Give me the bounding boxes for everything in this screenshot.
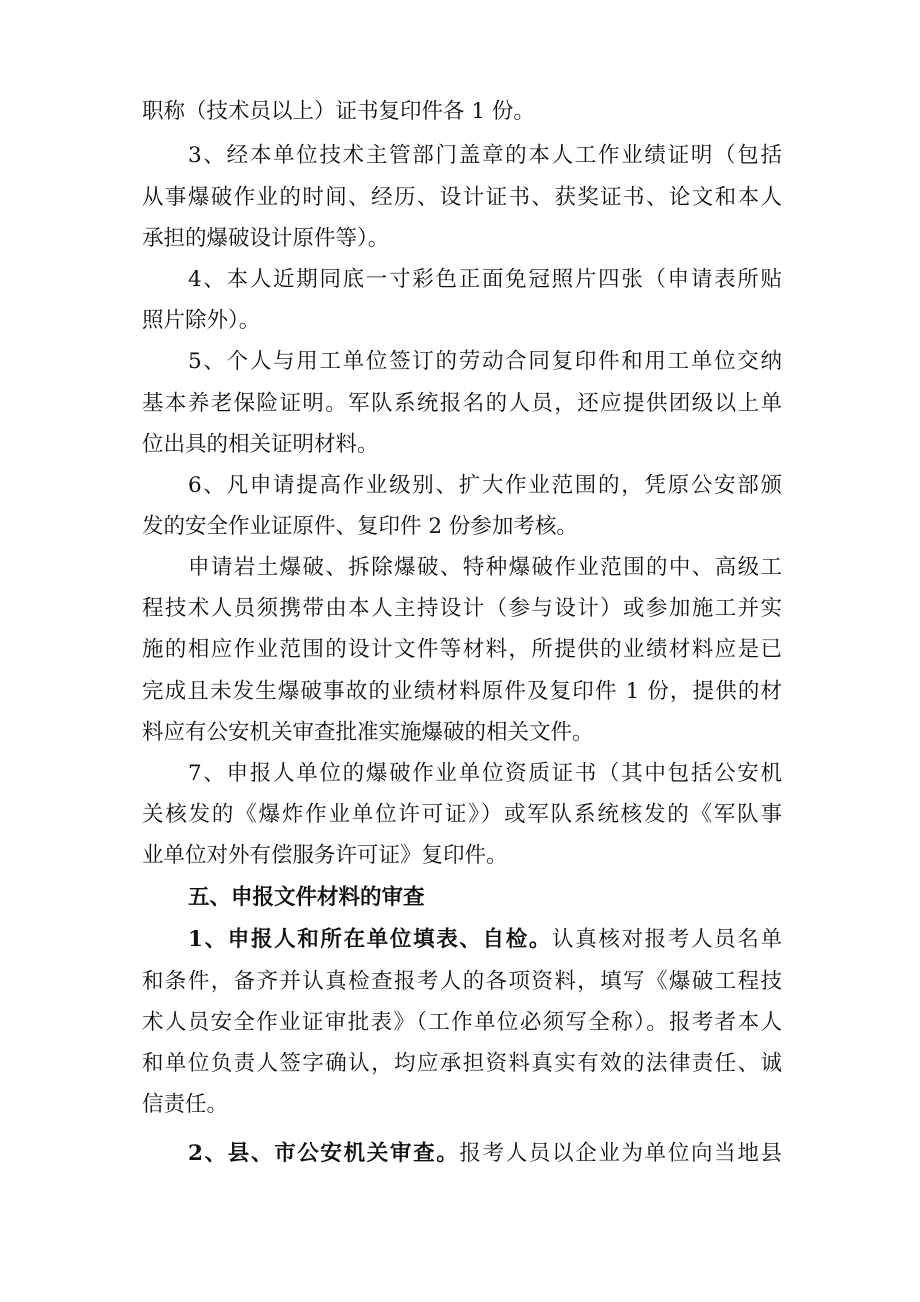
text-line: 位出具的相关证明材料。 — [142, 432, 379, 457]
text-line: 职称（技术员以上）证书复印件各 1 份。 — [142, 99, 535, 124]
section-1-title: 1、申报人和所在单位填表、自检。 — [188, 927, 553, 952]
text-line: 5、个人与用工单位签订的劳动合同复印件和用工单位交纳 — [188, 349, 782, 374]
text-line: 4、本人近期同底一寸彩色正面免冠照片四张（申请表所贴 — [188, 267, 782, 292]
text-line: 申请岩土爆破、拆除爆破、特种爆破作业范围的中、高级工 — [188, 555, 782, 580]
text-line: 承担的爆破设计原件等）。 — [142, 226, 390, 251]
text-line: 施的相应作业范围的设计文件等材料，所提供的业绩材料应是已 — [142, 637, 782, 662]
paragraph-first-line — [188, 920, 782, 960]
section-heading: 五、申报文件材料的审查 — [188, 885, 425, 910]
text-line: 7、申报人单位的爆破作业单位资质证书（其中包括公安机 — [188, 761, 782, 786]
text-line: 完成且未发生爆破事故的业绩材料原件及复印件 1 份，提供的材 — [142, 679, 782, 704]
text-line: 发的安全作业证原件、复印件 2 份参加考核。 — [142, 514, 578, 539]
text-line: 关核发的《爆炸作业单位许可证》）或军队系统核发的《军队事 — [142, 802, 782, 827]
text-line: 料应有公安机关审查批准实施爆破的相关文件。 — [142, 720, 594, 745]
text-line: 程技术人员须携带由本人主持设计（参与设计）或参加施工并实 — [142, 596, 782, 621]
text-line: 和单位负责人签字确认，均应承担资料真实有效的法律责任、诚 — [142, 1051, 782, 1076]
text-line: 从事爆破作业的时间、经历、设计证书、获奖证书、论文和本人 — [142, 185, 782, 210]
text-line: 3、经本单位技术主管部门盖章的本人工作业绩证明（包括 — [188, 143, 782, 168]
section-2-title: 2、县、市公安机关审查。 — [188, 1141, 460, 1166]
section-1-text: 认真核对报考人员名单 — [552, 927, 782, 952]
text-line: 照片除外）。 — [142, 308, 261, 333]
paragraph-first-line — [188, 1134, 782, 1174]
text-line: 基本养老保险证明。军队系统报名的人员，还应提供团级以上单 — [142, 391, 782, 416]
text-line: 和条件，备齐并认真检查报考人的各项资料，填写《爆破工程技 — [142, 969, 782, 994]
text-line: 6、凡申请提高作业级别、扩大作业范围的，凭原公安部颁 — [188, 473, 782, 498]
text-line: 术人员安全作业证审批表》（工作单位必须写全称）。报考者本人 — [142, 1010, 782, 1035]
text-line: 信责任。 — [142, 1092, 229, 1117]
section-2-text: 报考人员以企业为单位向当地县 — [459, 1141, 782, 1166]
text-line: 业单位对外有偿服务许可证》复印件。 — [142, 843, 508, 868]
